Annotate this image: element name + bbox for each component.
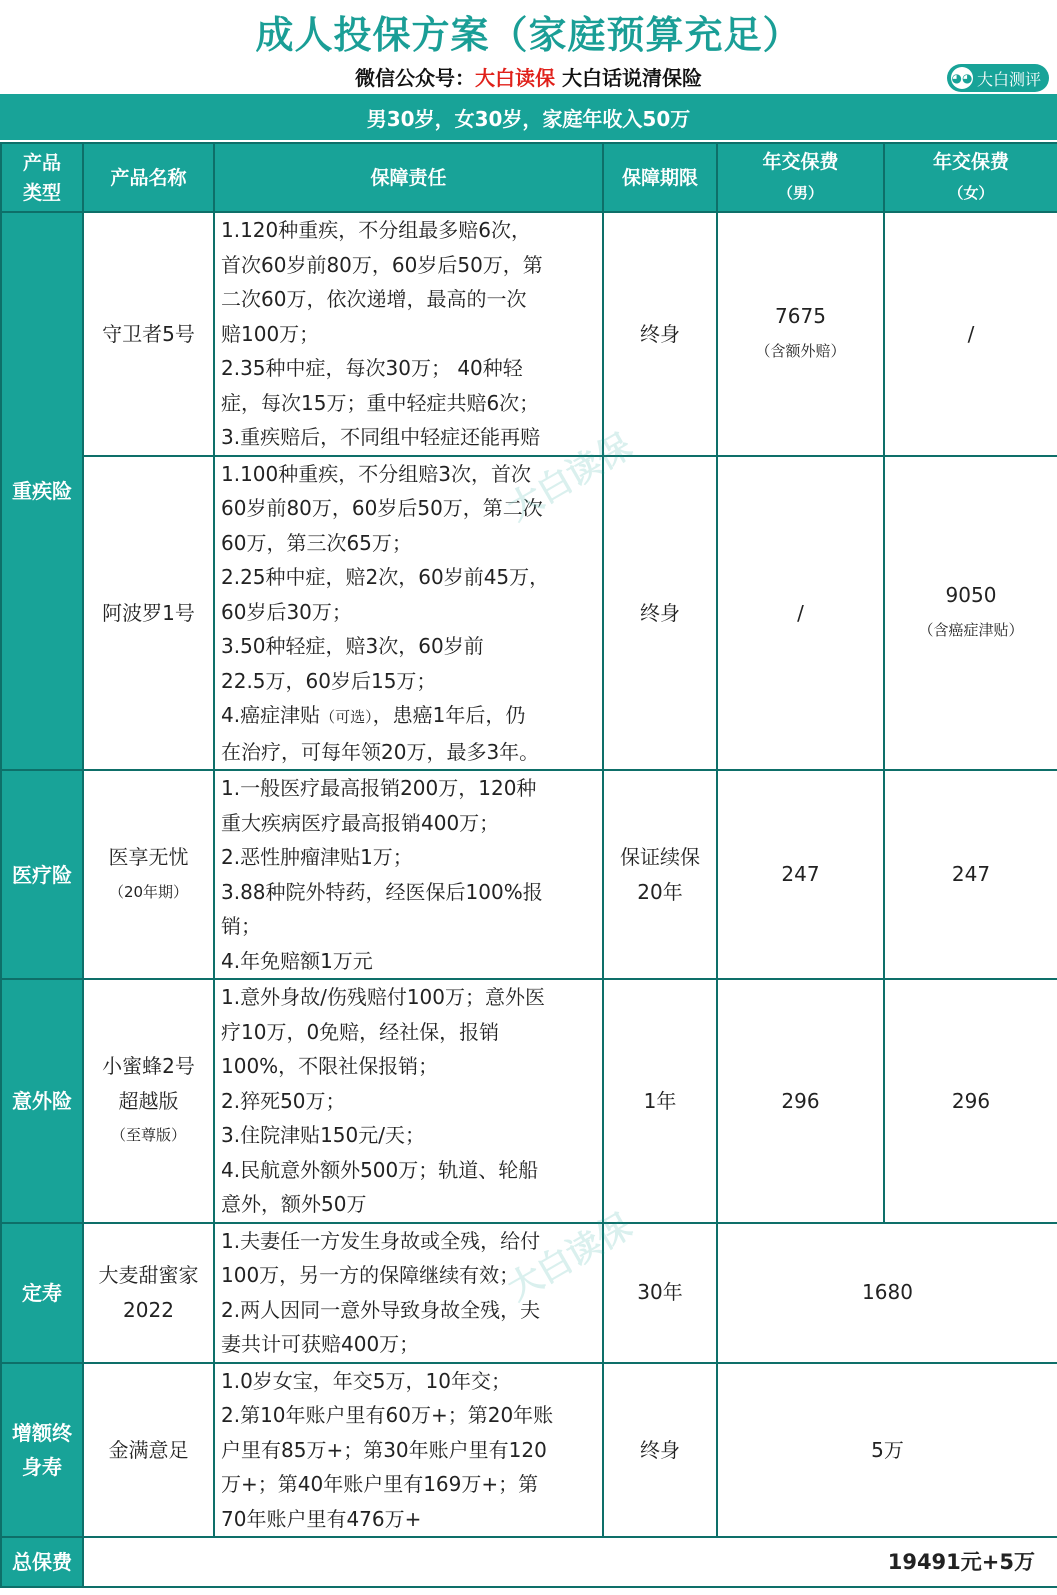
subtitle-prefix: 微信公众号： [355, 66, 476, 90]
page-title: 成人投保方案（家庭预算充足） [255, 13, 802, 57]
table-row [1, 1223, 1057, 1363]
category-accident: 意外险 [1, 979, 83, 1223]
watermark: 大白读保 [500, 1206, 639, 1309]
product-name: 金满意足 [83, 1363, 214, 1538]
product-name: 医享无忧 （20年期） [83, 770, 214, 979]
coverage-cell: 1.120种重疾，不分组最多赔6次， 首次60岁前80万，60岁后50万，第 二次60万，依次递增，最高的一次 赔100万； 2.35种中症，每次30万； 40种轻 症，每次15万；重中轻症共赔6次； 3.重疾赔后，不同组中轻症还能再赔 [214, 212, 603, 456]
premium-female-cell: 247 [884, 770, 1057, 979]
premium-male-cell: / [717, 456, 884, 771]
watermark: 大白读保 [500, 426, 639, 529]
product-name: 小蜜蜂2号 超越版 （至尊版） [83, 979, 214, 1223]
coverage-cell: 1.一般医疗最高报销200万，120种 重大疾病医疗最高报销400万； 2.恶性肿瘤津贴1万； 3.88种院外特药，经医保后100%报 销； 4.年免赔额1万元 [214, 770, 603, 979]
premium-male-cell: 7675 （含额外赔） [717, 212, 884, 456]
col-premium-female: 年交保费 （女） [884, 143, 1057, 212]
subtitle-suffix: 大白话说清保险 [555, 66, 702, 90]
logo-text: 大白测评 [976, 69, 1041, 89]
total-row [1, 1537, 1057, 1587]
category-term-life: 定寿 [1, 1223, 83, 1363]
insurance-plan-table [0, 142, 1057, 1588]
subtitle [0, 62, 1057, 91]
product-name: 大麦甜蜜家 2022 [83, 1223, 214, 1363]
premium-male-cell: 247 [717, 770, 884, 979]
period-cell: 1年 [603, 979, 717, 1223]
table-row [1, 1363, 1057, 1538]
mascot-icon: ◕◕ [951, 67, 973, 89]
coverage-cell: 1.意外身故/伤残赔付100万；意外医 疗10万，0免赔，经社保，报销 100%，不限社保报销； 2.猝死50万； 3.住院津贴150元/天； 4.民航意外额外500万；轨道、轮船 意外，额外50万 [214, 979, 603, 1223]
category-medical: 医疗险 [1, 770, 83, 979]
premium-female-cell: / [884, 212, 1057, 456]
premium-female-cell: 296 [884, 979, 1057, 1223]
premium-female-cell: 9050 （含癌症津贴） [884, 456, 1057, 771]
period-cell: 终身 [603, 212, 717, 456]
coverage-cell: 1.100种重疾，不分组赔3次，首次 60岁前80万，60岁后50万，第二次 60万，第三次65万； 2.25种中症，赔2次，60岁前45万， 60岁后30万； 3.50种轻症，赔3次，60岁前 22.5万，60岁后15万； 4.癌症津贴（可选），患癌1年后，仍 在治疗，可每年领20万，最多3年。 [214, 456, 603, 771]
col-premium-male: 年交保费 （男） [717, 143, 884, 212]
product-name: 守卫者5号 [83, 212, 214, 456]
total-label: 总保费 [1, 1537, 83, 1587]
coverage-cell: 1.夫妻任一方发生身故或全残，给付 100万，另一方的保障继续有效； 2.两人因同一意外导致身故全残，夫 妻共计可获赔400万； [214, 1223, 603, 1363]
col-period: 保障期限 [603, 143, 717, 212]
header-row [1, 143, 1057, 212]
table-row [1, 456, 1057, 771]
category-critical-illness: 重疾险 [1, 212, 83, 770]
table-row [1, 770, 1057, 979]
premium-male-cell: 296 [717, 979, 884, 1223]
table-row [1, 212, 1057, 456]
period-cell: 保证续保 20年 [603, 770, 717, 979]
col-name: 产品名称 [83, 143, 214, 212]
col-coverage: 保障责任 [214, 143, 603, 212]
brand-logo [947, 64, 1049, 92]
product-name: 阿波罗1号 [83, 456, 214, 771]
table-row [1, 979, 1057, 1223]
profile-banner: 男30岁，女30岁，家庭年收入50万 [0, 94, 1057, 142]
col-type: 产品 类型 [1, 143, 83, 212]
premium-combined-cell: 5万 [717, 1363, 1057, 1538]
period-cell: 30年 [603, 1223, 717, 1363]
premium-combined-cell: 1680 [717, 1223, 1057, 1363]
period-cell: 终身 [603, 456, 717, 771]
total-premium: 19491元+5万 [83, 1537, 1057, 1587]
category-whole-life: 增额终 身寿 [1, 1363, 83, 1538]
subtitle-brand: 大白读保 [475, 66, 556, 90]
coverage-cell: 1.0岁女宝，年交5万，10年交； 2.第10年账户里有60万+；第20年账 户里有85万+；第30年账户里有120 万+；第40年账户里有169万+；第 70年账户里有476万+ [214, 1363, 603, 1538]
period-cell: 终身 [603, 1363, 717, 1538]
